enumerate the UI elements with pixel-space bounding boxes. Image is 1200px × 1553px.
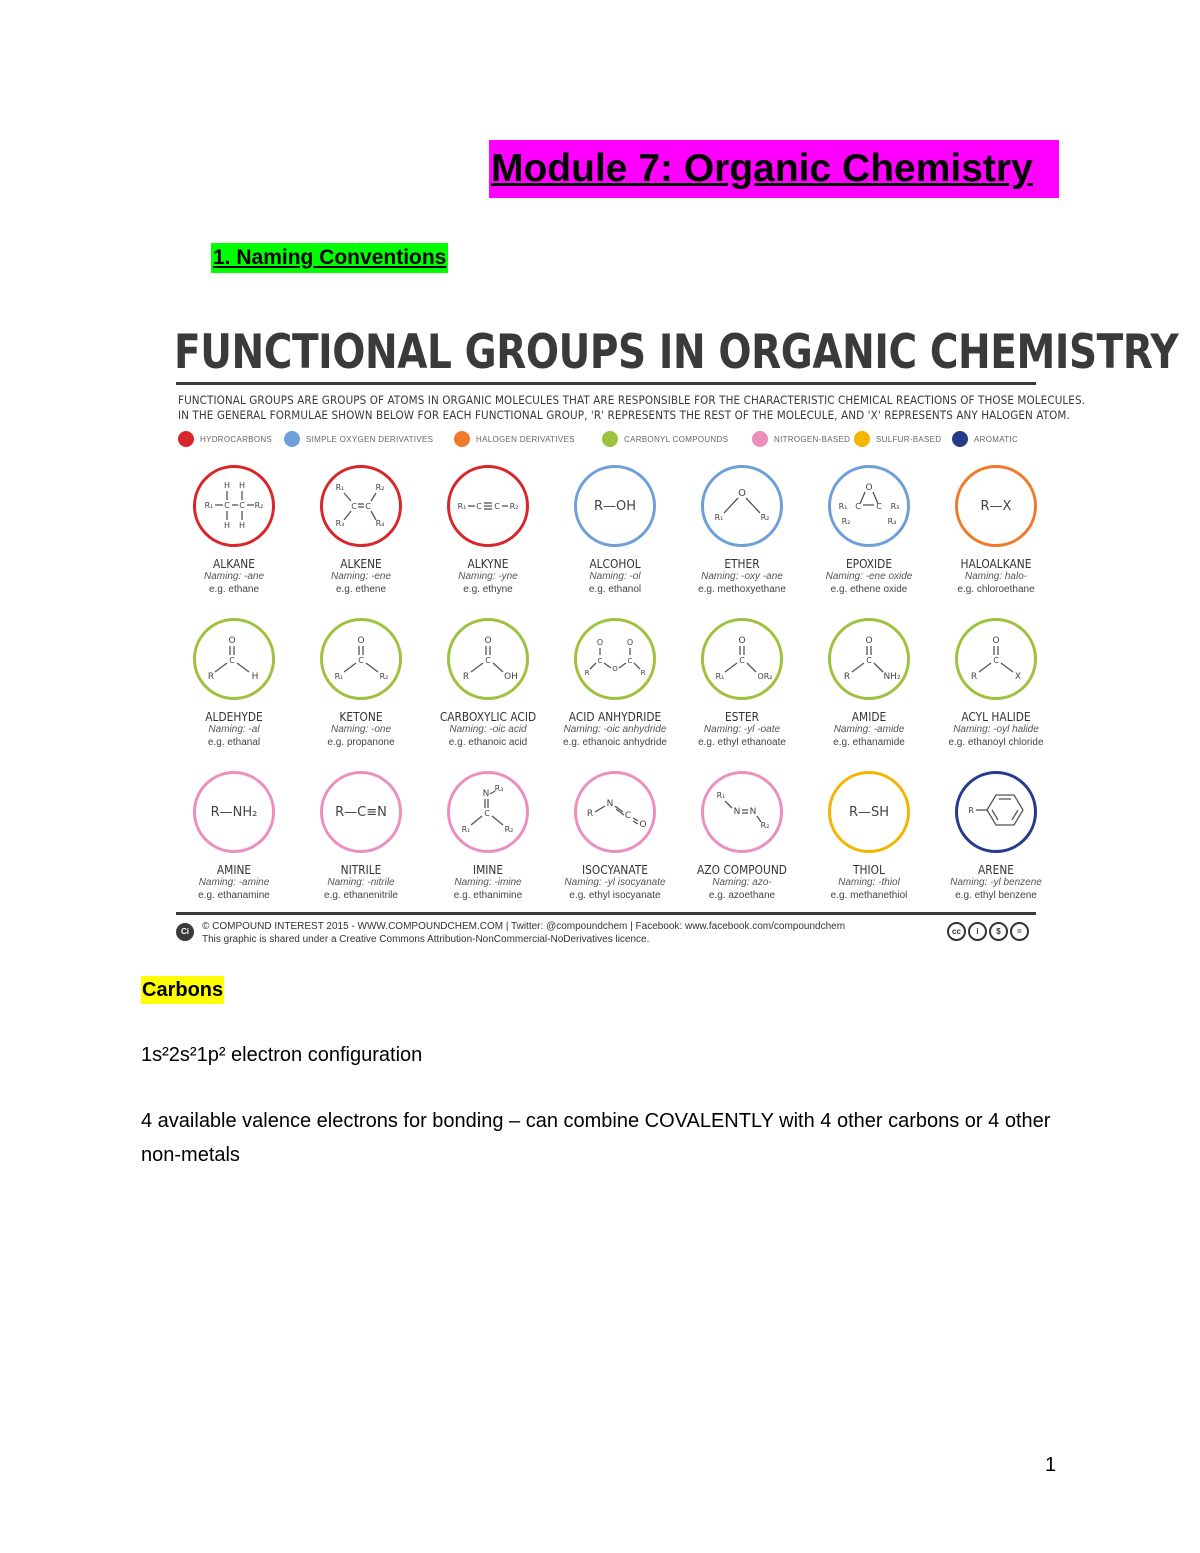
- group-name: AMINE: [216, 862, 252, 877]
- group-example: e.g. ethyl benzene: [955, 890, 1037, 901]
- group-example: e.g. ethene oxide: [830, 584, 908, 595]
- group-naming: Naming: -one: [330, 724, 392, 735]
- svg-text:R₂: R₂: [504, 825, 514, 834]
- group-example: e.g. ethanol: [588, 584, 642, 595]
- structural-formula: [580, 629, 650, 689]
- group-formula-ring: [320, 771, 402, 853]
- group-naming: Naming: -ene oxide: [825, 571, 913, 582]
- page-title: Module 7: Organic Chemistry: [489, 140, 1059, 198]
- svg-text:R₁: R₁: [334, 672, 344, 681]
- svg-text:R₃: R₃: [494, 784, 504, 793]
- svg-text:C: C: [624, 811, 632, 821]
- legend-dot: [752, 431, 768, 447]
- infographic-subtitle-1: FUNCTIONAL GROUPS ARE GROUPS OF ATOMS IN ORGANIC MOLECULES THAT ARE RESPONSIBLE FOR THE CHARACTERISTIC CHEMICAL REACTIONS OF THOSE MOLECULES.: [178, 393, 1086, 407]
- svg-text:C: C: [224, 501, 230, 510]
- svg-text:O: O: [738, 636, 746, 646]
- legend-dot: [178, 431, 194, 447]
- svg-text:R: R: [584, 669, 590, 677]
- functional-group-card: [934, 465, 1058, 615]
- functional-group-card: [807, 465, 931, 615]
- svg-text:R₃: R₃: [335, 519, 345, 528]
- svg-text:R₄: R₄: [887, 517, 897, 526]
- group-name: ALKYNE: [467, 556, 509, 571]
- electron-configuration-text: 1s²2s²1p² electron configuration: [141, 1044, 423, 1066]
- svg-text:O: O: [357, 636, 365, 646]
- group-name: ETHER: [724, 556, 760, 571]
- svg-text:C: C: [229, 656, 235, 665]
- svg-text:R: R: [586, 809, 594, 819]
- svg-text:C: C: [484, 809, 490, 818]
- group-example: e.g. ethanamine: [198, 890, 270, 901]
- structural-formula: [199, 629, 269, 689]
- svg-text:H: H: [238, 481, 246, 490]
- group-example: e.g. azoethane: [708, 890, 776, 901]
- group-formula: R—OH: [593, 498, 637, 514]
- svg-text:X: X: [1014, 672, 1022, 682]
- group-example: e.g. ethyl ethanoate: [698, 737, 786, 748]
- group-naming: Naming: -yl -oate: [703, 724, 781, 735]
- svg-text:H: H: [251, 672, 259, 682]
- group-formula-ring: [955, 618, 1037, 700]
- svg-text:C: C: [351, 502, 357, 511]
- svg-text:R₂: R₂: [509, 502, 519, 511]
- svg-text:R: R: [968, 806, 974, 815]
- svg-text:H: H: [223, 521, 231, 530]
- group-example: e.g. ethanoic anhydride: [563, 737, 667, 748]
- structural-formula: [834, 476, 904, 536]
- svg-text:C: C: [239, 501, 245, 510]
- functional-group-card: [553, 771, 677, 921]
- legend-label: SIMPLE OXYGEN DERIVATIVES: [306, 434, 434, 444]
- legend: [178, 431, 1038, 451]
- footer-rule: [176, 912, 1036, 915]
- structural-formula: [707, 782, 777, 842]
- svg-text:N: N: [606, 799, 614, 809]
- functional-group-card: [172, 465, 296, 615]
- group-name: ALKANE: [213, 556, 255, 571]
- functional-group-card: [934, 771, 1058, 921]
- group-naming: Naming: -ene: [330, 571, 392, 582]
- noncommercial-icon: $: [989, 922, 1008, 941]
- structural-formula: [199, 476, 269, 536]
- functional-group-card: [553, 465, 677, 615]
- legend-label: AROMATIC: [974, 434, 1019, 444]
- title-rule: [176, 382, 1036, 385]
- functional-group-card: [680, 465, 804, 615]
- group-naming: Naming: halo-: [964, 571, 1028, 582]
- group-naming: Naming: -ane: [203, 571, 265, 582]
- group-example: e.g. ethanimine: [453, 890, 523, 901]
- group-name: KETONE: [339, 709, 383, 724]
- functional-group-card: [426, 771, 550, 921]
- group-formula-ring: [574, 465, 656, 547]
- group-formula-ring: [955, 465, 1037, 547]
- svg-text:R: R: [843, 672, 851, 682]
- group-naming: Naming: -thiol: [838, 877, 900, 888]
- group-naming: Naming: -yl benzene: [950, 877, 1042, 888]
- svg-text:C: C: [993, 656, 999, 665]
- group-naming: Naming: -yne: [458, 571, 518, 582]
- legend-item: [952, 431, 1018, 447]
- group-name: ISOCYANATE: [581, 862, 649, 877]
- svg-text:R₂: R₂: [379, 672, 389, 681]
- legend-label: HYDROCARBONS: [200, 434, 273, 444]
- group-name: ALDEHYDE: [205, 709, 263, 724]
- group-name: AZO COMPOUND: [697, 862, 787, 877]
- group-naming: Naming: -nitrile: [327, 877, 395, 888]
- structural-formula: [453, 476, 523, 536]
- svg-text:R₂: R₂: [375, 483, 385, 492]
- svg-text:N: N: [733, 807, 741, 817]
- group-formula-ring: [320, 465, 402, 547]
- group-naming: Naming: -oic anhydride: [563, 724, 667, 735]
- group-naming: Naming: -oxy -ane: [701, 571, 783, 582]
- section-heading: 1. Naming Conventions: [211, 243, 448, 273]
- svg-text:O: O: [484, 636, 492, 646]
- svg-text:C: C: [855, 502, 861, 511]
- page-number: 1: [1045, 1454, 1057, 1476]
- group-name: HALOALKANE: [960, 556, 1032, 571]
- infographic-subtitle-2: IN THE GENERAL FORMULAE SHOWN BELOW FOR EACH FUNCTIONAL GROUP, 'R' REPRESENTS THE REST OF THE MOLECULE, AND 'X' REPRESENTS ANY HALOGEN ATOM.: [178, 408, 1070, 422]
- svg-text:R₁: R₁: [715, 672, 725, 681]
- svg-text:O: O: [596, 638, 604, 647]
- svg-text:R₁: R₁: [714, 513, 724, 522]
- svg-text:N: N: [749, 807, 757, 817]
- svg-text:C: C: [494, 502, 500, 511]
- group-example: e.g. ethanoyl chloride: [948, 737, 1044, 748]
- attribution-icon: i: [968, 922, 987, 941]
- group-example: e.g. ethanamide: [833, 737, 905, 748]
- group-example: e.g. chloroethane: [957, 584, 1035, 595]
- group-example: e.g. ethanenitrile: [324, 890, 398, 901]
- legend-item: [752, 431, 850, 447]
- svg-text:C: C: [597, 657, 603, 665]
- svg-text:O: O: [992, 636, 1000, 646]
- group-example: e.g. methoxyethane: [698, 584, 786, 595]
- structural-formula: [453, 629, 523, 689]
- group-formula-ring: [320, 618, 402, 700]
- group-formula: R—C≡N: [335, 804, 387, 820]
- structural-formula: [326, 476, 396, 536]
- svg-text:O: O: [626, 638, 634, 647]
- structural-formula: [961, 629, 1031, 689]
- functional-group-card: [426, 618, 550, 768]
- legend-dot: [952, 431, 968, 447]
- group-name: ACID ANHYDRIDE: [568, 709, 662, 724]
- group-formula-ring: [447, 618, 529, 700]
- group-formula-ring: [701, 465, 783, 547]
- legend-item: [178, 431, 272, 447]
- group-formula-ring: [193, 618, 275, 700]
- group-example: e.g. ethanal: [207, 737, 261, 748]
- group-naming: Naming: -amide: [833, 724, 905, 735]
- functional-group-card: [680, 618, 804, 768]
- group-name: ALKENE: [340, 556, 382, 571]
- group-example: e.g. propanone: [327, 737, 395, 748]
- legend-label: CARBONYL COMPOUNDS: [624, 434, 729, 444]
- credit-line: © COMPOUND INTEREST 2015 - WWW.COMPOUNDCHEM.COM | Twitter: @compoundchem | Facebook: www.facebook.com/compoundchem: [202, 921, 846, 932]
- group-example: e.g. ethyne: [463, 584, 513, 595]
- svg-text:C: C: [365, 502, 371, 511]
- svg-text:R₂: R₂: [841, 517, 851, 526]
- legend-dot: [284, 431, 300, 447]
- group-name: EPOXIDE: [845, 556, 893, 571]
- functional-group-card: [680, 771, 804, 921]
- structural-formula: [707, 629, 777, 689]
- group-name: ESTER: [724, 709, 760, 724]
- structural-formula: [834, 629, 904, 689]
- svg-text:R: R: [462, 672, 470, 682]
- svg-text:R: R: [207, 672, 215, 682]
- functional-group-card: [299, 771, 423, 921]
- group-example: e.g. ethyl isocyanate: [569, 890, 661, 901]
- valence-electrons-text: 4 available valence electrons for bonding – can combine COVALENTLY with 4 other carbons or 4 other non-metals: [141, 1110, 1051, 1166]
- group-example: e.g. ethane: [208, 584, 260, 595]
- functional-group-card: [807, 618, 931, 768]
- structural-formula: [326, 629, 396, 689]
- svg-text:R₁: R₁: [457, 502, 467, 511]
- svg-text:R₄: R₄: [375, 519, 385, 528]
- svg-text:O: O: [228, 636, 236, 646]
- group-example: e.g. ethene: [335, 584, 387, 595]
- cc-icon: cc: [947, 922, 966, 941]
- legend-dot: [602, 431, 618, 447]
- carbons-heading: Carbons: [141, 976, 224, 1004]
- group-name: ACYL HALIDE: [961, 709, 1031, 724]
- group-formula: R—NH₂: [210, 804, 258, 820]
- group-name: ALCOHOL: [589, 556, 641, 571]
- svg-text:R₂: R₂: [254, 501, 264, 510]
- legend-label: SULFUR-BASED: [876, 434, 942, 444]
- svg-text:O: O: [639, 820, 647, 830]
- legend-item: [284, 431, 433, 447]
- svg-text:C: C: [485, 656, 491, 665]
- group-formula-ring: [701, 771, 783, 853]
- legend-label: HALOGEN DERIVATIVES: [476, 434, 575, 444]
- group-name: IMINE: [472, 862, 504, 877]
- group-formula-ring: [828, 465, 910, 547]
- group-formula-ring: [574, 771, 656, 853]
- licence-line: This graphic is shared under a Creative Commons Attribution-NonCommercial-NoDerivatives licence.: [202, 934, 650, 945]
- svg-text:H: H: [223, 481, 231, 490]
- svg-text:R₁: R₁: [204, 501, 214, 510]
- group-formula: R—SH: [848, 804, 890, 820]
- svg-text:R₁: R₁: [461, 825, 471, 834]
- svg-text:R: R: [640, 669, 646, 677]
- group-naming: Naming: -imine: [454, 877, 522, 888]
- group-formula-ring: [828, 618, 910, 700]
- functional-group-card: [934, 618, 1058, 768]
- group-naming: Naming: -oyl halide: [953, 724, 1039, 735]
- legend-label: NITROGEN-BASED: [774, 434, 851, 444]
- legend-dot: [454, 431, 470, 447]
- functional-group-card: [172, 771, 296, 921]
- svg-text:C: C: [866, 656, 872, 665]
- group-formula-ring: [574, 618, 656, 700]
- svg-text:R₂: R₂: [760, 513, 770, 522]
- group-formula-ring: [828, 771, 910, 853]
- svg-text:R₁: R₁: [838, 502, 848, 511]
- group-formula-ring: [955, 771, 1037, 853]
- legend-item: [454, 431, 575, 447]
- svg-text:OH: OH: [504, 672, 518, 682]
- group-naming: Naming: -yl isocyanate: [564, 877, 666, 888]
- infographic-title: FUNCTIONAL GROUPS IN ORGANIC CHEMISTRY: [174, 325, 1179, 380]
- structural-formula: [707, 476, 777, 536]
- compound-interest-logo: Ci: [176, 923, 194, 941]
- svg-text:O: O: [865, 636, 873, 646]
- functional-groups-infographic: [172, 325, 1179, 955]
- structural-formula: [453, 782, 523, 842]
- group-formula: R—X: [980, 498, 1012, 514]
- svg-text:R₂: R₂: [760, 821, 770, 830]
- group-name: CARBOXYLIC ACID: [439, 709, 537, 724]
- functional-group-card: [299, 465, 423, 615]
- legend-item: [854, 431, 941, 447]
- legend-item: [602, 431, 728, 447]
- functional-group-card: [299, 618, 423, 768]
- structural-formula: [961, 782, 1031, 842]
- group-formula-ring: [193, 465, 275, 547]
- group-naming: Naming: -al: [208, 724, 260, 735]
- group-name: THIOL: [853, 862, 885, 877]
- svg-text:R₁: R₁: [335, 483, 345, 492]
- group-formula-ring: [447, 771, 529, 853]
- svg-text:C: C: [358, 656, 364, 665]
- group-example: e.g. ethanoic acid: [448, 737, 528, 748]
- group-name: ARENE: [977, 862, 1015, 877]
- group-name: NITRILE: [340, 862, 382, 877]
- svg-text:C: C: [739, 656, 745, 665]
- group-name: AMIDE: [851, 709, 887, 724]
- svg-text:NH₂: NH₂: [883, 672, 901, 682]
- group-example: e.g. methanethiol: [830, 890, 908, 901]
- creative-commons-badges: [947, 922, 1031, 941]
- svg-text:C: C: [476, 502, 482, 511]
- group-formula-ring: [701, 618, 783, 700]
- group-naming: Naming: -ol: [589, 571, 641, 582]
- functional-group-card: [426, 465, 550, 615]
- group-formula-ring: [193, 771, 275, 853]
- functional-group-card: [807, 771, 931, 921]
- svg-text:H: H: [238, 521, 246, 530]
- svg-text:R₃: R₃: [890, 502, 900, 511]
- group-naming: Naming: -amine: [198, 877, 270, 888]
- svg-text:N: N: [482, 789, 490, 799]
- svg-text:R₁: R₁: [716, 791, 726, 800]
- structural-formula: [580, 782, 650, 842]
- svg-text:OR₂: OR₂: [757, 672, 773, 681]
- noderivatives-icon: =: [1010, 922, 1029, 941]
- svg-text:O: O: [738, 488, 746, 499]
- svg-text:R: R: [970, 672, 978, 682]
- svg-text:C: C: [876, 502, 882, 511]
- legend-dot: [854, 431, 870, 447]
- functional-group-card: [553, 618, 677, 768]
- svg-text:O: O: [865, 483, 873, 493]
- svg-text:O: O: [612, 665, 618, 673]
- functional-group-card: [172, 618, 296, 768]
- group-formula-ring: [447, 465, 529, 547]
- group-naming: Naming: -oic acid: [449, 724, 527, 735]
- group-naming: Naming: azo-: [712, 877, 772, 888]
- svg-text:C: C: [627, 657, 633, 665]
